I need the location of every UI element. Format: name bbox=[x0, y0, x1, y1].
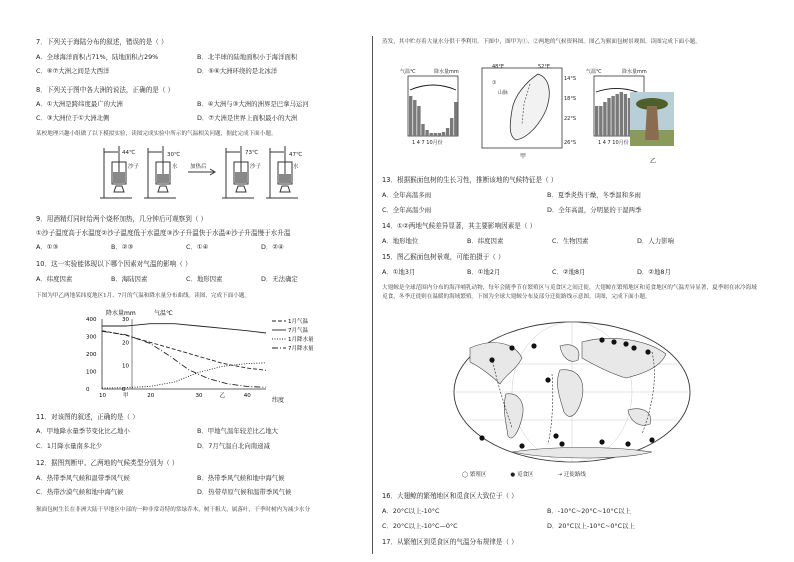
clim1-prec-label: 降水量mm bbox=[434, 69, 459, 75]
q10-option-a[interactable]: A．纬度因素 bbox=[36, 275, 73, 283]
chart-xtick: 10 bbox=[99, 393, 106, 399]
q13-options-row2 bbox=[382, 206, 712, 215]
chart-y2label: 气温℃ bbox=[154, 310, 173, 317]
map-lon1: 48°E bbox=[492, 64, 505, 70]
q11-option-c[interactable]: C．1月降水量南多北少 bbox=[36, 442, 103, 450]
chart-xtick: 乙 bbox=[219, 393, 226, 399]
climate-bar bbox=[430, 133, 433, 136]
q8-option-a[interactable]: A．①大洲是跨纬度最广的大洲 bbox=[36, 100, 123, 108]
climate-1-temp-curve bbox=[410, 85, 456, 90]
experiment-figure bbox=[96, 142, 306, 204]
climate-bar bbox=[607, 98, 610, 136]
map-lon2: 52°E bbox=[538, 64, 551, 70]
whale-location-dot bbox=[531, 343, 536, 348]
chart-xtick: 甲 bbox=[123, 393, 129, 399]
climate-bar bbox=[421, 124, 424, 136]
whale-location-dot bbox=[631, 345, 636, 350]
legend-migration: ⇢ 迁徙路线 bbox=[557, 472, 586, 478]
q16-options-row2 bbox=[382, 522, 712, 531]
climate-bar bbox=[595, 106, 598, 136]
legend-entry: 7月气温 bbox=[288, 328, 308, 334]
q10-options bbox=[36, 275, 336, 284]
q15-stem: 15．图乙猴面包树景观，可能拍摄于（ ） bbox=[382, 253, 505, 261]
q7-options-row1 bbox=[36, 53, 358, 62]
q7-stem: 7．下列关于海陆分布的叙述，错误的是（ ） bbox=[36, 38, 168, 46]
legend-feeding: ● 觅食区 bbox=[510, 472, 534, 478]
q12-options-row1 bbox=[36, 474, 358, 483]
q7-options-row2 bbox=[36, 67, 358, 76]
exp-temp-4: 47℃ bbox=[289, 152, 303, 158]
chart-ytick: 200 bbox=[86, 352, 97, 358]
whale-location-dot bbox=[553, 433, 558, 438]
q7-option-b[interactable]: B．北半球的陆地面积小于海洋面积 bbox=[197, 53, 298, 61]
whale-intro: 大翅鲸是全球范围内分布的海洋哺乳动物，每年会随季节在繁殖区与觅食区之间迁徙，大翅鲸在繁殖地区和觅食地区的气温差异显著，夏季则在冰冷海域觅食，冬季迁徙则在温暖的海域繁殖。下图为全球大翅鲸分布及部分迁徙路线示意图。读图，完成下面小题。 bbox=[382, 285, 757, 300]
exp-temp-2: 30℃ bbox=[167, 152, 181, 158]
chart-y2tick: 0 bbox=[122, 387, 126, 393]
left-column bbox=[36, 38, 358, 552]
q9-options bbox=[36, 243, 336, 252]
climate-bar bbox=[616, 94, 619, 136]
exp-heat-label: 加热后 bbox=[190, 164, 207, 170]
q8-option-d[interactable]: D．⑦大洲是世界上面积最小的大洲 bbox=[197, 114, 298, 122]
right-column bbox=[382, 38, 760, 552]
q10-option-d[interactable]: D．无法确定 bbox=[261, 275, 298, 283]
legend-entry: 1月气温 bbox=[288, 319, 308, 325]
whale-location-dot bbox=[479, 435, 484, 440]
baobab-intro-cont: 蒸发，其中贮存着大量水分供干季利用。下图中，图甲为①、②两地的气候资料图。图乙为猴面包树景观图。读图完成下面小题。 bbox=[382, 39, 701, 45]
exp-temp-1: 44℃ bbox=[122, 150, 136, 156]
legend-breeding: ◯ 繁殖区 bbox=[462, 472, 487, 478]
chart-xtick: 20 bbox=[147, 393, 155, 399]
chart-ytick: 0 bbox=[86, 387, 90, 393]
latitude-chart bbox=[66, 305, 314, 405]
clim1-month-ticks: 1 4 7 10月份 bbox=[412, 140, 443, 146]
humpback-whale-map bbox=[452, 318, 692, 468]
whale-location-dot bbox=[559, 441, 564, 446]
q11-options-row1 bbox=[36, 427, 358, 436]
whale-location-dot bbox=[611, 339, 616, 344]
q8-option-b[interactable]: B．④大洲与③大洲的洲界是巴拿马运河 bbox=[197, 100, 309, 108]
q9-statements: ①沙子温度高于水温度②沙子温度低于水温度③沙子升温快于水温④沙子升温慢于水升温 bbox=[36, 229, 291, 237]
madagascar-island bbox=[510, 74, 549, 140]
q15-option-c[interactable]: C．②地8月 bbox=[552, 268, 586, 276]
map-mountain-label: 山脉 bbox=[498, 90, 509, 96]
baobab-photo bbox=[630, 92, 674, 146]
climate-bar bbox=[425, 130, 428, 136]
map-lat1: 14°S bbox=[564, 76, 577, 82]
chart-y2tick: 30 bbox=[122, 317, 129, 323]
q11-stem: 11．对该图的叙述，正确的是（ ） bbox=[36, 413, 139, 421]
q7-option-c[interactable]: C．⑥⑦大洲之间是大西洋 bbox=[36, 67, 110, 75]
q12-option-b[interactable]: B．热带季风气候和地中海气候 bbox=[197, 474, 285, 482]
q12-stem: 12．据图判断甲、乙两地的气候类型分别为（ ） bbox=[36, 459, 179, 467]
climate-bar bbox=[624, 94, 627, 136]
q14-option-d[interactable]: D．人力影响 bbox=[637, 237, 674, 245]
climate-bar bbox=[417, 106, 420, 136]
q7-option-a[interactable]: A．全球海洋面积占71%，陆地面积占29% bbox=[36, 53, 159, 61]
legend-entry: 7月降水量 bbox=[288, 346, 314, 352]
q14-option-a[interactable]: A．地形地位 bbox=[382, 237, 419, 245]
q8-stem: 8．下列关于图中各大洲的说法，正确的是（ ） bbox=[36, 86, 175, 94]
q13-option-c[interactable]: C．全年高温少雨 bbox=[382, 206, 432, 214]
whale-location-dot bbox=[599, 337, 604, 342]
q15-option-d[interactable]: D．②地8月 bbox=[637, 268, 671, 276]
q10-option-b[interactable]: B．海陆因素 bbox=[111, 275, 148, 283]
q9-option-b[interactable]: B．②③ bbox=[111, 243, 134, 251]
q12-options-row2 bbox=[36, 488, 358, 497]
q16-option-d[interactable]: D．20°C以上-10°C~0°C以上 bbox=[547, 522, 635, 530]
exp-label-4: 水 bbox=[293, 164, 299, 170]
exp-label-3: 沙子 bbox=[250, 164, 262, 170]
figure-caption-yi: 乙 bbox=[650, 158, 657, 165]
climate-bar bbox=[620, 92, 623, 136]
chart-intro: 下图为甲乙两地某纬度地区1月、7月的气温和降水量分布曲线。读图，完成下面小题。 bbox=[36, 293, 251, 299]
whale-location-dot bbox=[645, 349, 650, 354]
q13-stem: 13．根据猴面包树的生长习性，推断该地的气候特征是（ ） bbox=[382, 176, 558, 184]
climate-bar bbox=[409, 96, 412, 136]
exp-label-1: 沙子 bbox=[128, 164, 140, 170]
whale-location-dot bbox=[545, 377, 550, 382]
q13-options-row1 bbox=[382, 191, 712, 200]
q9-option-c[interactable]: C．①④ bbox=[186, 243, 209, 251]
whale-location-dot bbox=[623, 341, 628, 346]
chart-xlabel: 纬度 bbox=[272, 397, 285, 404]
q9-stem: 9．用酒精灯同时给两个烧杯加热，几分钟后可观察到（ ） bbox=[36, 215, 208, 223]
q15-option-b[interactable]: B．①地2月 bbox=[467, 268, 501, 276]
q15-option-a[interactable]: A．①地3月 bbox=[382, 268, 416, 276]
chart-y2tick: 10 bbox=[122, 363, 129, 370]
q9-option-a[interactable]: A．①③ bbox=[36, 243, 59, 251]
q14-stem: 14．①②两地气候差异显著，其主要影响因素是（ ） bbox=[382, 222, 537, 230]
clim2-month-ticks: 1 4 7 10月份 bbox=[598, 140, 629, 146]
whale-location-dot bbox=[649, 437, 654, 442]
q11-option-b[interactable]: B．甲地气温年较差比乙地大 bbox=[197, 427, 279, 435]
q7-option-d[interactable]: D．⑤⑥大洲环绕的是北冰洋 bbox=[197, 67, 278, 75]
whale-location-dot bbox=[519, 443, 524, 448]
q11-option-a[interactable]: A．甲地降水量季节变化比乙地小 bbox=[36, 427, 130, 435]
climate-bar bbox=[450, 118, 453, 136]
climate-bar bbox=[413, 100, 416, 136]
chart-series-line bbox=[102, 324, 266, 333]
climate-bar bbox=[611, 96, 614, 136]
chart-xtick: 40 bbox=[243, 393, 251, 399]
climate-bar bbox=[442, 132, 445, 136]
q16-options-row1 bbox=[382, 507, 712, 516]
q15-options bbox=[382, 268, 722, 277]
clim2-temp-label: 气温℃ bbox=[586, 69, 602, 75]
chart-xtick: 30 bbox=[195, 393, 203, 399]
figure-caption-jia: 甲 bbox=[520, 153, 527, 160]
q13-option-a[interactable]: A．全年高温多雨 bbox=[382, 191, 432, 199]
clim2-prec-label: 降水量mm bbox=[622, 69, 647, 75]
q8-options-row2 bbox=[36, 114, 358, 123]
climate-bar bbox=[603, 102, 606, 136]
whale-location-dot bbox=[625, 441, 630, 446]
chart-ytick: 400 bbox=[86, 317, 97, 323]
q14-option-c[interactable]: C．生物因素 bbox=[552, 237, 589, 245]
q12-option-d[interactable]: D．热带草原气候和温带季风气候 bbox=[197, 488, 292, 496]
q12-option-c[interactable]: C．热带沙漠气候和地中海气候 bbox=[36, 488, 124, 496]
q10-stem: 10．这一实验能体现以下哪个因素对气温的影响（ ） bbox=[36, 260, 192, 268]
exp-temp-3: 73℃ bbox=[245, 150, 259, 156]
chart-ytick: 100 bbox=[86, 369, 97, 376]
clim1-temp-label: 气温℃ bbox=[400, 69, 416, 75]
q16-option-b[interactable]: B．-10°C~20°C~10°C以上 bbox=[547, 507, 631, 515]
q16-stem: 16．大翅鲸的繁殖地区和觅食区大致位于（ ） bbox=[382, 492, 518, 500]
q14-option-b[interactable]: B．纬度因素 bbox=[467, 237, 504, 245]
climate-bar bbox=[438, 133, 441, 136]
experiment-intro: 某校地理兴趣小组做了以下模拟实验，读图完成实验中所示的气温相关问题，据此完成下面小题。 bbox=[36, 131, 277, 137]
q9-option-d[interactable]: D．②④ bbox=[261, 243, 284, 251]
chart-y2tick: 20 bbox=[122, 340, 129, 347]
map-lat3: 22°S bbox=[564, 116, 577, 122]
q16-option-c[interactable]: C．20°C以上-10°C—0°C bbox=[382, 522, 458, 530]
climate-bar bbox=[446, 128, 449, 136]
climate-bar bbox=[599, 106, 602, 136]
exp-label-2: 水 bbox=[172, 164, 178, 170]
map-place-1: ① bbox=[492, 80, 497, 86]
column-divider bbox=[372, 36, 373, 554]
q13-option-b[interactable]: B．夏季炎热干燥，冬季温和多雨 bbox=[547, 191, 641, 199]
q17-stem: 17．从繁殖区到觅食区的气温分布规律是（ ） bbox=[382, 538, 518, 546]
q13-option-d[interactable]: D．全年高温，分明显的干湿两季 bbox=[547, 206, 642, 214]
map-legend bbox=[462, 470, 586, 478]
legend-entry: 1月降水量 bbox=[288, 337, 314, 343]
climate-bar bbox=[454, 102, 457, 136]
q14-options bbox=[382, 237, 722, 246]
map-lat4: 26°S bbox=[564, 140, 577, 146]
q11-option-d[interactable]: D．7月气温自北向南递减 bbox=[197, 442, 270, 450]
whale-location-dot bbox=[509, 345, 514, 350]
whale-location-dot bbox=[599, 439, 604, 444]
q12-option-a[interactable]: A．热带季风气候和温带季风气候 bbox=[36, 474, 130, 482]
baobab-intro: 猴面包树生长在非洲大陆干旱地区中部的一种非常奇特的常绿乔木，树干粗大，属落叶，干季时树内为减少水分 bbox=[36, 507, 311, 513]
q16-option-a[interactable]: A．20°C以上-10°C bbox=[382, 507, 440, 515]
q11-options-row2 bbox=[36, 442, 358, 451]
q8-option-c[interactable]: C．③大洲位于①大洲北侧 bbox=[36, 114, 110, 122]
q8-options-row1 bbox=[36, 100, 358, 109]
q10-option-c[interactable]: C．地形因素 bbox=[186, 275, 223, 283]
climate-bar bbox=[434, 133, 437, 136]
chart-ytick: 300 bbox=[86, 334, 97, 341]
map-lat2: 18°S bbox=[564, 96, 577, 102]
chart-ylabel: 降水量mm bbox=[106, 310, 136, 317]
